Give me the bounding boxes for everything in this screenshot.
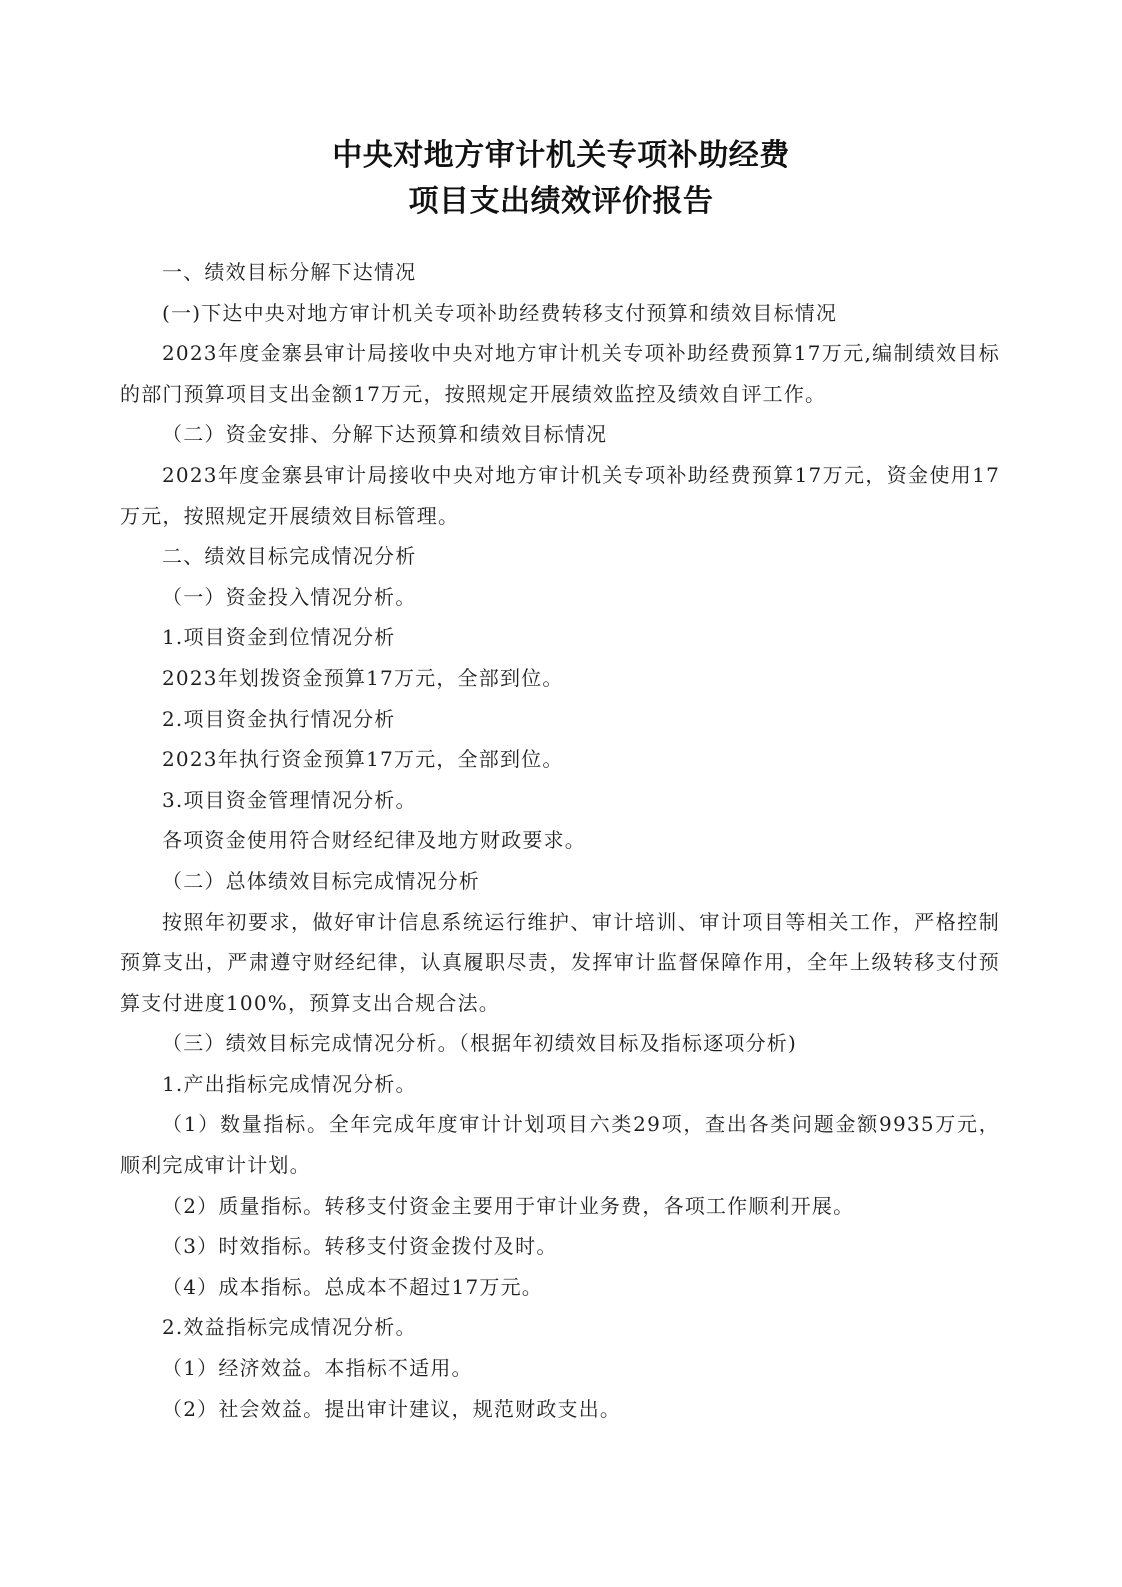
list-item: （2）社会效益。提出审计建议，规范财政支出。 — [162, 1396, 622, 1421]
paragraph: 各项资金使用符合财经纪律及地方财政要求。 — [162, 828, 586, 853]
paragraph: 2023年划拨资金预算17万元，全部到位。 — [162, 665, 564, 690]
list-item: （2）质量指标。转移支付资金主要用于审计业务费，各项工作顺利开展。 — [162, 1193, 855, 1218]
subsection-heading-2-1: （一）资金投入情况分析。 — [162, 584, 417, 609]
list-item: （3）时效指标。转移支付资金拨付及时。 — [162, 1234, 558, 1259]
list-item: （1）经济效益。本指标不适用。 — [162, 1356, 473, 1381]
title-line-1: 中央对地方审计机关专项补助经费 — [332, 138, 790, 173]
paragraph: 2023年执行资金预算17万元，全部到位。 — [162, 747, 564, 772]
subsection-heading-1-2: （二）资金安排、分解下达预算和绩效目标情况 — [162, 422, 608, 447]
list-item: （4）成本指标。总成本不超过17万元。 — [162, 1274, 543, 1299]
item-heading: 1.产出指标完成情况分析。 — [162, 1071, 417, 1096]
subsection-heading-2-2: （二）总体绩效目标完成情况分析 — [162, 868, 480, 893]
report-body — [120, 252, 1000, 1429]
section-heading-1: 一、绩效目标分解下达情况 — [162, 260, 417, 284]
subsection-heading-1-1: (一)下达中央对地方审计机关专项补助经费转移支付预算和绩效目标情况 — [162, 300, 838, 325]
item-heading: 1.项目资金到位情况分析 — [162, 625, 396, 650]
subsection-heading-2-3: （三）绩效目标完成情况分析。（根据年初绩效目标及指标逐项分析) — [162, 1031, 798, 1056]
report-title — [0, 133, 1122, 225]
title-line-2: 项目支出绩效评价报告 — [408, 184, 714, 219]
list-item: （1）数量指标。全年完成年度审计计划项目六类29项，查出各类问题金额9935万元，顺利完成审计计划。 — [120, 1112, 1000, 1178]
item-heading: 3.项目资金管理情况分析。 — [162, 787, 417, 812]
paragraph: 2023年度金寨县审计局接收中央对地方审计机关专项补助经费预算17万元，资金使用17万元，按照规定开展绩效目标管理。 — [120, 462, 1000, 528]
section-heading-2: 二、绩效目标完成情况分析 — [162, 544, 417, 569]
paragraph: 按照年初要求，做好审计信息系统运行维护、审计培训、审计项目等相关工作，严格控制预算支出，严肃遵守财经纪律，认真履职尽责，发挥审计监督保障作用，全年上级转移支付预算支付进度100%，预算支出合规合法。 — [120, 909, 1000, 1015]
paragraph: 2023年度金寨县审计局接收中央对地方审计机关专项补助经费预算17万元,编制绩效目标的部门预算项目支出金额17万元，按照规定开展绩效监控及绩效自评工作。 — [120, 341, 1000, 406]
item-heading: 2.项目资金执行情况分析 — [162, 706, 396, 731]
item-heading: 2.效益指标完成情况分析。 — [162, 1315, 417, 1340]
